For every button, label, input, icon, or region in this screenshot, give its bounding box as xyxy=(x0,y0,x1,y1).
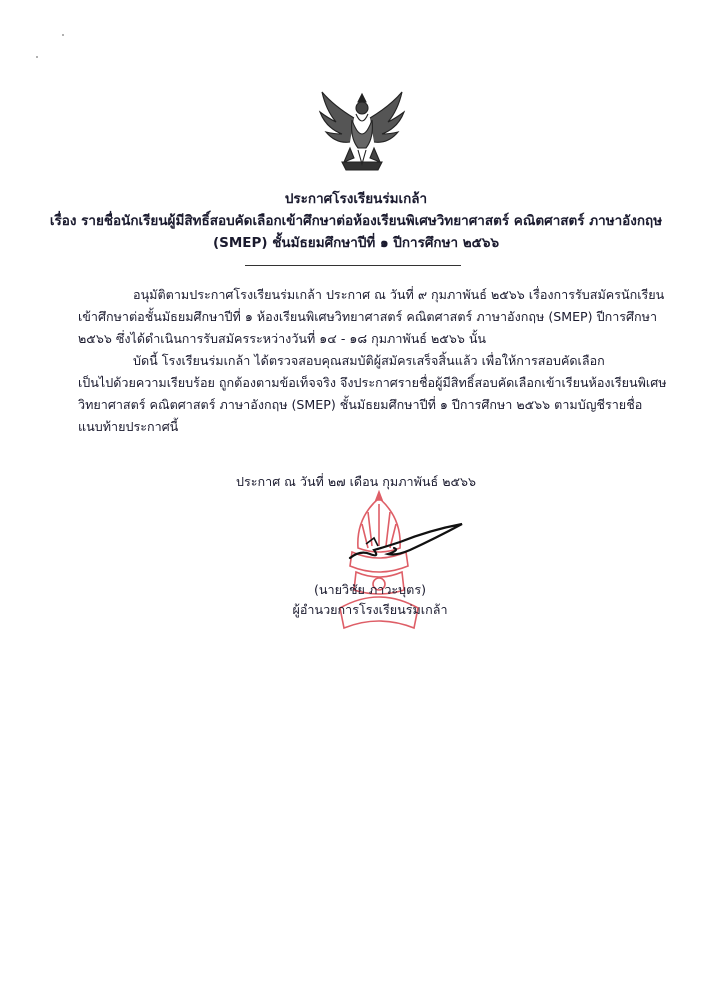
paragraph-2-line-2: เป็นไปด้วยความเรียบร้อย ถูกต้องตามข้อเท็จจริง จึงประกาศรายชื่อผู้มีสิทธิ์สอบคัดเลือกเข้าเรียนห้องเรียนพิเศษ xyxy=(78,375,667,390)
signatory-position: ผู้อำนวยการโรงเรียนร่มเกล้า xyxy=(292,602,448,617)
speck xyxy=(36,56,38,58)
garuda-emblem-icon xyxy=(314,88,410,178)
paragraph-1-line-2: เข้าศึกษาต่อชั้นมัธยมศึกษาปีที่ ๑ ห้องเรียนพิเศษวิทยาศาสตร์ คณิตศาสตร์ ภาษาอังกฤษ (SMEP) ปีการศึกษา xyxy=(78,309,658,324)
announcement-title: ประกาศโรงเรียนร่มเกล้า xyxy=(284,191,428,207)
paragraph-2-line-3: วิทยาศาสตร์ คณิตศาสตร์ ภาษาอังกฤษ (SMEP) ชั้นมัธยมศึกษาปีที่ ๑ ปีการศึกษา ๒๕๖๖ ตามบัญชีรายชื่อ xyxy=(78,397,643,412)
paragraph-1-line-1: อนุมัติตามประกาศโรงเรียนร่มเกล้า ประกาศ ณ วันที่ ๙ กุมภาพันธ์ ๒๕๖๖ เรื่องการรับสมัครนักเรียน xyxy=(133,287,665,302)
speck xyxy=(62,34,64,36)
paragraph-2-line-4: แนบท้ายประกาศนี้ xyxy=(78,419,179,434)
subject-line-2: (SMEP) ชั้นมัธยมศึกษาปีที่ ๑ ปีการศึกษา ๒๕๖๖ xyxy=(212,235,500,251)
signatory-name: (นายวิชัย ภาวะบุตร) xyxy=(313,582,427,597)
paragraph-2-line-1: บัดนี้ โรงเรียนร่มเกล้า ได้ตรวจสอบคุณสมบัติผู้สมัครเสร็จสิ้นแล้ว เพื่อให้การสอบคัดเลือก xyxy=(133,353,605,368)
title-underline xyxy=(245,265,461,266)
subject-line-1: เรื่อง รายชื่อนักเรียนผู้มีสิทธิ์สอบคัดเลือกเข้าศึกษาต่อห้องเรียนพิเศษวิทยาศาสตร์ คณิตศาสตร์ ภาษาอังกฤษ xyxy=(49,213,663,229)
handwritten-signature xyxy=(340,520,470,570)
announcement-date: ประกาศ ณ วันที่ ๒๗ เดือน กุมภาพันธ์ ๒๕๖๖ xyxy=(235,474,477,489)
paragraph-1-line-3: ๒๕๖๖ ซึ่งได้ดำเนินการรับสมัครระหว่างวันที่ ๑๔ - ๑๘ กุมภาพันธ์ ๒๕๖๖ นั้น xyxy=(78,331,487,346)
